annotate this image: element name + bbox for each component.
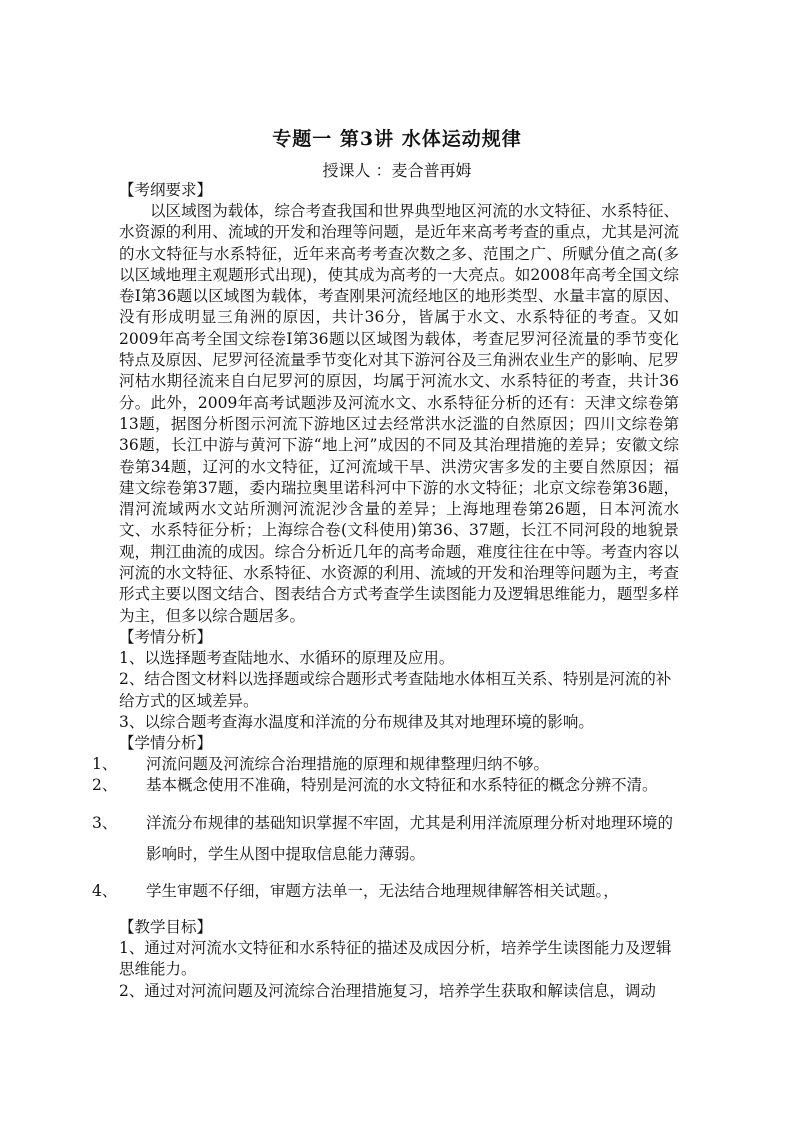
list-number: 4、 (92, 881, 118, 900)
exam-requirements-paragraph: 以区域图为载体，综合考查我国和世界典型地区河流的水文特征、水系特征、水资源的利用、流域的开发和治理等问题，是近年来高考考查的重点，尤其是河流的水文特征与水系特征，近年来高考考查次数之多、范围之广、所赋分值之高(多以区域地理主观题形式出现)，使其成为高考的一大亮点。如2008年高考全国文综卷Ⅰ第36题以区域图为载体，考查刚果河流经地区的地形类型、水量丰富的原因、没有形成明显三角洲的原因，共计36分，皆属于水文、水系特征的考查。又如2009年高考全国文综卷Ⅰ第36题以区域图为载体，考查尼罗河径流量的季节变化特点及原因、尼罗河径流量季节变化对其下游河谷及三角洲农业生产的影响、尼罗河枯水期径流来自白尼罗河的原因，均属于河流水文、水系特征的考查，共计36分。此外，2009年高考试题涉及河流水文、水系特征分析的还有：天津文综卷第13题，据图分析图示河流下游地区过去经常洪水泛滥的自然原因；四川文综卷第36题，长江中游与黄河下游“地上河”成因的不同及其治理措施的差异；安徽文综卷第34题，辽河的水文特征，辽河流域干旱、洪涝灾害多发的主要自然原因；福建文综卷第37题，委内瑞拉奥里诺科河中下游的水文特征；北京文综卷第36题，渭河流域两水文站所测河流泥沙含量的差异；上海地理卷第26题，日本河流水文、水系特征分析；上海综合卷(文科使用)第36、37题，长江不同河段的地貌景观，荆江曲流的成因。综合分析近几年的高考命题，难度往往在中等。考查内容以河流的水文特征、水系特征、水资源的利用、流域的开发和治理等问题为主，考查形式主要以图文结合、图表结合方式考查学生读图能力及逻辑思维能力，题型多样为主，但多以综合题居多。 (119, 202, 679, 625)
list-number: 3、 (92, 813, 118, 832)
list-item (92, 775, 679, 796)
list-text: 河流问题及河流综合治理措施的原理和规律整理归纳不够。 (146, 755, 550, 774)
section-heading-student-analysis: 【学情分析】 (119, 734, 213, 753)
list-number: 1、 (92, 755, 118, 774)
list-text: 学生审题不仔细，审题方法单一，无法结合地理规律解答相关试题。， (146, 881, 619, 900)
list-item (92, 881, 679, 902)
list-number: 2、 (92, 776, 118, 795)
section-heading-teaching-goals: 【教学目标】 (119, 918, 213, 937)
author-line: 授课人 ：麦合普再姆 (322, 161, 472, 180)
list-item (92, 808, 679, 870)
list-item: 2、结合图文材料以选择题或综合题形式考查陆地水体相互关系、特别是河流的补给方式的区域差异。 (119, 670, 672, 710)
list-item: 1、通过对河流水文特征和水系特征的描述及成因分析，培养学生读图能力及逻辑思维能力。 (119, 939, 672, 979)
section-heading-exam-analysis: 【考情分析】 (119, 627, 213, 646)
list-item: 2、通过对河流问题及河流综合治理措施复习，培养学生获取和解读信息，调动 (119, 981, 656, 1000)
list-text: 基本概念使用不准确，特别是河流的水文特征和水系特征的概念分辨不清。 (146, 776, 658, 795)
page-title: 专题一 第3讲 水体运动规律 (272, 128, 522, 150)
list-item (92, 754, 679, 775)
document-body (92, 180, 679, 1002)
list-text: 洋流分布规律的基础知识掌握不牢固，尤其是利用洋流原理分析对地理环境的影响时，学生从图中提取信息能力薄弱。 (146, 813, 674, 863)
list-item: 3、以综合题考查海水温度和洋流的分布规律及其对地理环境的影响。 (119, 712, 594, 731)
list-item: 1、以选择题考查陆地水、水循环的原理及应用。 (119, 648, 455, 667)
section-heading-exam-requirements: 【考纲要求】 (119, 181, 213, 199)
